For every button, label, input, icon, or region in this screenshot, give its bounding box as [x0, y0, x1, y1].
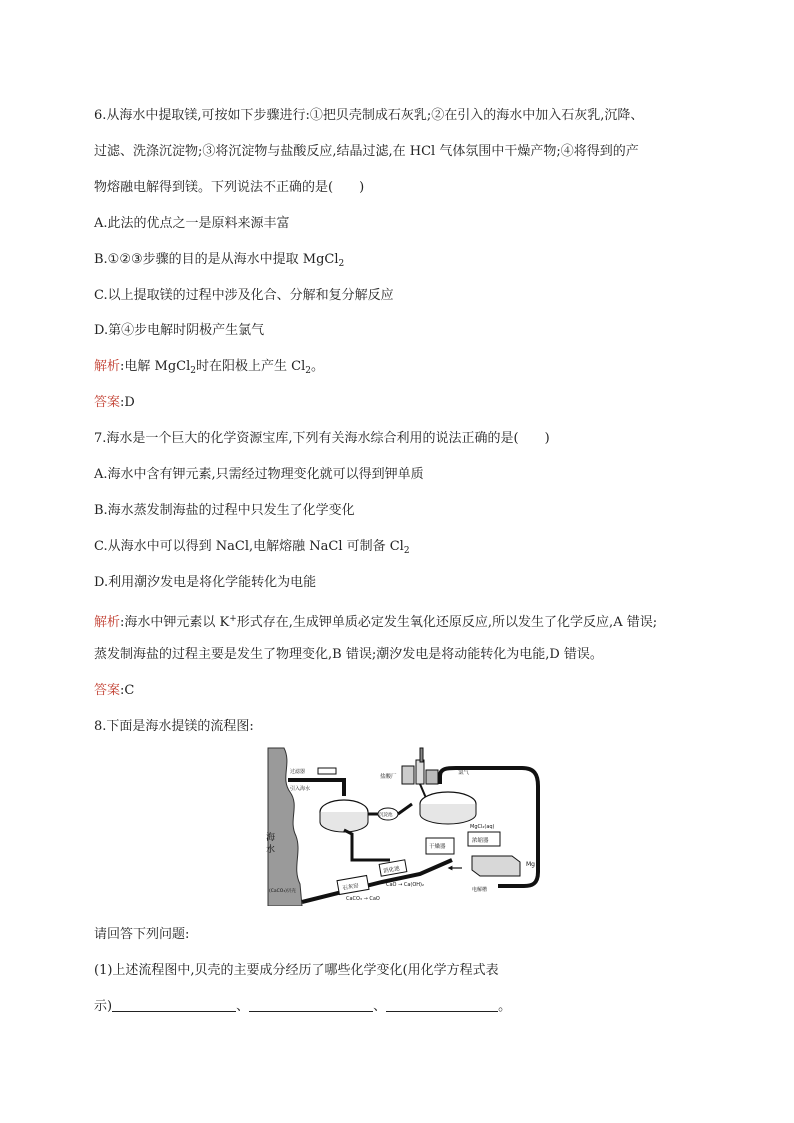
reactor-body — [420, 804, 476, 824]
concentrator-label: 浓缩器 — [472, 838, 489, 844]
q6-analysis — [94, 358, 324, 380]
chlorine-label: 氯气 — [458, 770, 470, 776]
q7-analysis-label: 解析 — [94, 615, 121, 630]
q7-analysis-text-1: :海水中钾元素以 K — [120, 615, 230, 630]
q8-sub1-line-1: (1)上述流程图中,贝壳的主要成分经历了哪些化学变化(用化学方程式表 — [94, 963, 499, 978]
pipe-tank-to-reactor — [398, 804, 412, 814]
q6-option-d: D.第④步电解时阴极产生氯气 — [94, 323, 265, 338]
shell-label: (CaCO₃)贝壳 — [269, 889, 296, 894]
sea-label-1: 海 — [266, 833, 276, 843]
q7-analysis-text-2: 形式存在,生成钾单质必定发生氧化还原反应,所以发生了化学反应,A 错误; — [236, 615, 658, 630]
electrolysis-cell — [472, 856, 520, 876]
q7-answer-label: 答案 — [94, 683, 121, 698]
slaker-label: 消化池 — [382, 865, 401, 875]
q6-option-b — [94, 251, 344, 273]
q6-stem-line-3: 物熔融电解得到镁。下列说法不正确的是( ) — [94, 180, 365, 195]
q7-answer — [94, 682, 134, 700]
q7-option-a: A.海水中含有钾元素,只需经过物理变化就可以得到钾单质 — [94, 467, 424, 482]
q6-option-a: A.此法的优点之一是原料来源丰富 — [94, 216, 290, 231]
electrolysis-label: 电解槽 — [472, 887, 488, 893]
intake-label: 引入海水 — [290, 786, 311, 792]
q6-stem-line-1: 6.从海水中提取镁,可按如下步骤进行:①把贝壳制成石灰乳;②在引入的海水中加入石灰乳,沉降、 — [94, 108, 644, 123]
q6-answer-value: :D — [120, 395, 135, 410]
q8-stem: 8.下面是海水提镁的流程图: — [94, 719, 254, 734]
q6-analysis-label: 解析 — [94, 359, 121, 374]
dryer-label: 干燥器 — [429, 844, 446, 850]
q6-analysis-text-2: 时在阳极上产生 Cl — [196, 359, 306, 374]
factory-chimney — [420, 748, 423, 762]
q7-option-c-subscript: 2 — [403, 546, 410, 556]
q8-separator-1: 、 — [236, 999, 250, 1014]
factory-building-2 — [416, 760, 424, 784]
q6-stem-line-2: 过滤、洗涤沉淀物;③将沉淀物与盐酸反应,结晶过滤,在 HCl 气体氛围中干燥产物;④将得到的产 — [94, 144, 639, 159]
q6-option-c: C.以上提取镁的过程中涉及化合、分解和复分解反应 — [94, 288, 394, 303]
q7-stem: 7.海水是一个巨大的化学资源宝库,下列有关海水综合利用的说法正确的是( ) — [94, 431, 550, 446]
reaction-2-label: CaCO₃ → CaO — [346, 896, 380, 902]
q7-option-b: B.海水蒸发制海盐的过程中只发生了化学变化 — [94, 503, 355, 518]
q8-separator-2: 、 — [373, 999, 387, 1014]
answer-blank-2[interactable] — [249, 998, 373, 1012]
q6-answer-label: 答案 — [94, 395, 121, 410]
q7-option-c — [94, 538, 410, 560]
q7-option-c-text: C.从海水中可以得到 NaCl,电解熔融 NaCl 可制备 Cl — [94, 539, 404, 554]
q8-prompt: 请回答下列问题: — [94, 927, 190, 942]
q8-sub1-prefix: 示) — [94, 999, 113, 1014]
q8-sub1-line-2 — [94, 998, 511, 1016]
lime-kiln-label: 石灰窑 — [341, 883, 360, 892]
q6-option-b-text: B.①②③步骤的目的是从海水中提取 MgCl — [94, 252, 339, 267]
q6-analysis-text-1: :电解 MgCl — [120, 359, 191, 374]
mgcl2-label: MgCl₂(aq) — [470, 824, 495, 830]
q6-analysis-sub-2: 2 — [305, 366, 311, 376]
q8-end-mark: 。 — [498, 999, 512, 1014]
filter-label: 过滤器 — [290, 769, 306, 775]
q7-analysis-line-1 — [94, 610, 657, 632]
q7-answer-value: :C — [120, 683, 135, 698]
q6-option-b-subscript: 2 — [338, 259, 345, 269]
hcl-plant-label: 盐酸厂 — [380, 774, 397, 780]
factory-building-1 — [402, 766, 414, 784]
slaker-pipe — [344, 830, 390, 860]
pipe-plant-to-reactor — [420, 784, 426, 798]
settling-tank-body — [320, 812, 368, 832]
factory-building-3 — [426, 770, 438, 784]
reaction-1-label: CaO → Ca(OH)₂ — [386, 882, 425, 888]
q7-option-d: D.利用潮汐发电是将化学能转化为电能 — [94, 575, 317, 590]
answer-blank-1[interactable] — [112, 998, 236, 1012]
settling-label: 沉淀池 — [379, 813, 393, 818]
filter-box — [318, 768, 336, 774]
q6-answer — [94, 394, 135, 412]
q7-analysis-line-2: 蒸发制海盐的过程主要是发生了物理变化,B 错误;潮汐发电是将动能转化为电能,D 错误。 — [94, 647, 603, 662]
sea-label-2: 水 — [266, 845, 276, 855]
q7-analysis-superscript: + — [229, 614, 237, 624]
answer-blank-3[interactable] — [386, 998, 498, 1012]
q6-analysis-sub-1: 2 — [190, 366, 196, 376]
q6-analysis-text-3: 。 — [310, 359, 324, 374]
seawater-magnesium-flowchart — [262, 744, 554, 906]
mg-label: Mg — [526, 861, 535, 868]
